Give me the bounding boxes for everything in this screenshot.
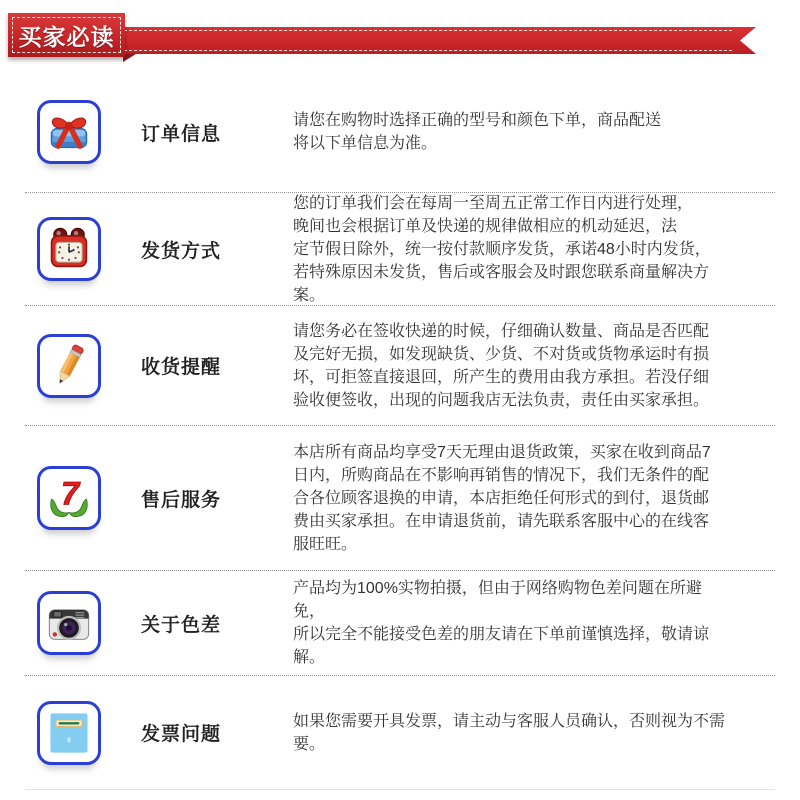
section-row-order-info <box>25 72 775 193</box>
ribbon-banner <box>55 27 756 54</box>
section-title: 订单信息 <box>141 123 222 145</box>
section-body: 如果您需要开具发票，请主动与客服人员确认，否则视为不需要。 <box>293 712 726 753</box>
section-title: 发票问题 <box>141 724 222 745</box>
section-body: 请您在购物时选择正确的型号和颜色下单，商品配送 将以下单信息为准。 <box>293 112 662 152</box>
seven-days-hands-icon <box>37 466 101 530</box>
banner <box>0 0 800 72</box>
section-body: 请您务必在签收快递的时候，仔细确认数量、商品是否匹配 及完好无损，如发现缺货、少货、不对货或货物承运时有损 坏，可拒签直接退回，所产生的费用由我方承担。若没仔细 验收便签收，出现的问题我店无法负责，责任由买家承担。 <box>293 322 710 409</box>
gift-icon <box>37 100 101 164</box>
section-body: 本店所有商品均享受7天无理由退货政策，买家在收到商品7 日内，所购商品在不影响再销售的情况下，我们无条件的配 合各位顾客退换的申请，本店拒绝任何形式的到付，退货邮 费由买家承担。在申请退货前，请先联系客服中心的在线客 服旺旺。 <box>293 443 711 553</box>
camera-icon <box>37 591 101 655</box>
pencil-icon <box>37 334 101 398</box>
section-body: 您的订单我们会在每周一至周五正常工作日内进行处理， 晚间也会根据订单及快递的规律做相应的机动延迟，法 定节假日除外，统一按付款顺序发货，承诺48小时内发货， 若特殊原因未发货，售后或客服会及时跟您联系商量解决方案。 <box>293 194 711 304</box>
section-title: 收货提醒 <box>141 357 222 378</box>
section-row-after-sales <box>25 426 775 571</box>
section-row-color-difference <box>25 571 775 676</box>
section-row-invoice <box>25 676 775 790</box>
section-title: 关于色差 <box>141 614 222 636</box>
sections-list <box>25 72 775 790</box>
banner-title: 买家必读 <box>18 23 115 50</box>
banner-title-tag <box>8 13 125 57</box>
section-title: 售后服务 <box>141 489 222 511</box>
section-row-receiving-reminder <box>25 306 775 426</box>
section-row-shipping-method <box>25 193 775 306</box>
section-body: 产品均为100%实物拍摄，但由于网络购物色差问题在所避免， 所以完全不能接受色差的朋友请在下单前谨慎选择，敬请谅解。 <box>293 580 710 666</box>
section-title: 发货方式 <box>141 240 222 262</box>
svg-text:7: 7 <box>60 474 80 512</box>
mailbox-icon <box>37 701 101 765</box>
alarm-clock-icon <box>37 217 101 281</box>
